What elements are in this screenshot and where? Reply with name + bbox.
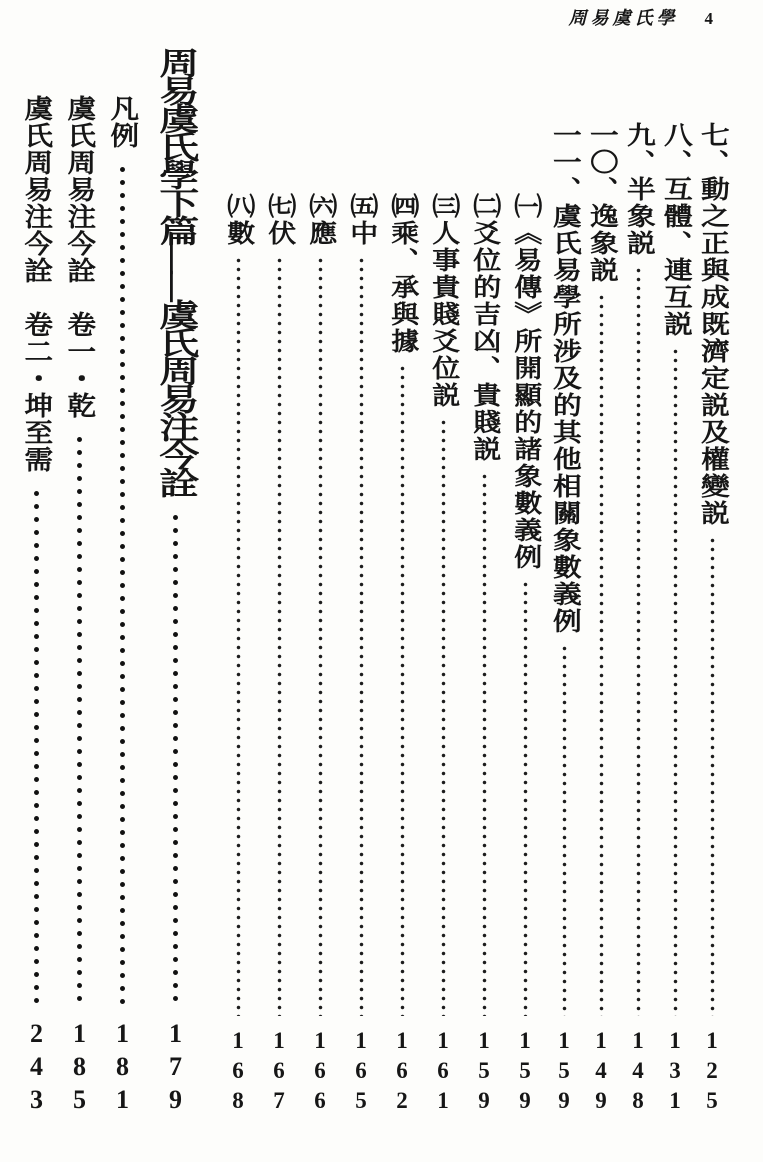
- toc-entry-title: 凡例: [106, 95, 139, 149]
- toc-entry-title: 七、動之正與成既濟定説及權變説: [696, 122, 728, 527]
- toc-entry-page-number: 167: [266, 1028, 292, 1118]
- toc-entry-title: 九、半象説: [622, 122, 654, 257]
- dot-leader: [551, 644, 577, 1016]
- dot-leader: [266, 256, 292, 1016]
- toc-entry-page-number: 159: [512, 1028, 538, 1118]
- toc-entry-page-number: 131: [662, 1028, 688, 1118]
- toc-entry-page-number: 243: [22, 1019, 51, 1118]
- toc-entry-17: [21, 40, 51, 1118]
- toc-entry-title: ㈣乘、承與據: [386, 193, 418, 355]
- dot-leader: [389, 364, 415, 1016]
- toc-entry-title: ㈧數: [222, 193, 254, 247]
- toc-entry-14: [151, 40, 199, 1118]
- toc-entry-page-number: 168: [225, 1028, 251, 1118]
- toc-entry-page-number: 125: [699, 1028, 725, 1118]
- toc-entry-page-number: 162: [389, 1028, 415, 1118]
- toc-entry-title: ㈥應: [304, 193, 336, 247]
- dot-leader: [151, 511, 199, 1007]
- dot-leader: [225, 256, 251, 1016]
- toc-entry-3: [622, 40, 654, 1118]
- dot-leader: [662, 347, 688, 1016]
- toc-entry-page-number: 166: [307, 1028, 333, 1118]
- running-header-book-title: 周易虞氏學: [568, 8, 679, 28]
- toc-entry-page-number: 159: [471, 1028, 497, 1118]
- toc-entry-7: [468, 40, 500, 1118]
- toc-entry-title: ㈤中: [345, 193, 377, 247]
- dot-leader: [699, 536, 725, 1016]
- toc-entry-title: 虞氏周易注今詮 卷二・坤至需: [20, 95, 53, 473]
- toc-entry-13: [222, 40, 254, 1118]
- toc-entry-title: ㈠《易傳》所開顯的諸象數義例: [509, 193, 541, 571]
- toc-entry-1: [696, 40, 728, 1118]
- toc-entry-11: [304, 40, 336, 1118]
- toc-entry-8: [427, 40, 459, 1118]
- toc-entry-6: [509, 40, 541, 1118]
- toc-entry-page-number: 165: [348, 1028, 374, 1118]
- toc-entry-page-number: 148: [625, 1028, 651, 1118]
- toc-entry-title: 一一、虞氏易學所涉及的其他相關象數義例: [548, 122, 580, 635]
- toc-entry-page-number: 161: [430, 1028, 456, 1118]
- toc-entry-title: 周易虞氏學下篇——虞氏周易注今詮: [152, 47, 198, 495]
- toc-entry-5: [548, 40, 580, 1118]
- toc-entry-page-number: 179: [161, 1019, 190, 1118]
- toc-entry-title: ㈡爻位的吉凶、貴賤説: [468, 193, 500, 463]
- dot-leader: [430, 418, 456, 1016]
- running-header: [569, 4, 714, 30]
- dot-leader: [625, 266, 651, 1016]
- toc-entry-page-number: 149: [588, 1028, 614, 1118]
- toc-entry-page-number: 181: [108, 1019, 137, 1118]
- toc-entry-title: ㈦伏: [263, 193, 295, 247]
- toc-entry-2: [659, 40, 691, 1118]
- dot-leader: [512, 580, 538, 1016]
- toc-entry-12: [263, 40, 295, 1118]
- toc-entry-title: 虞氏周易注今詮 卷一・乾: [63, 95, 96, 419]
- dot-leader: [64, 433, 94, 1007]
- dot-leader: [348, 256, 374, 1016]
- toc-entry-16: [64, 40, 94, 1118]
- toc-entry-15: [107, 40, 137, 1118]
- running-header-page-number: 4: [704, 9, 713, 28]
- toc-entry-page-number: 159: [551, 1028, 577, 1118]
- dot-leader: [21, 487, 51, 1007]
- toc-entry-title: 八、互體、連互説: [659, 122, 691, 338]
- dot-leader: [107, 163, 137, 1007]
- toc-entry-title: 一〇、逸象説: [585, 122, 617, 284]
- dot-leader: [471, 472, 497, 1016]
- toc-entry-4: [585, 40, 617, 1118]
- toc-entry-title: ㈢人事貴賤爻位説: [427, 193, 459, 409]
- table-of-contents: [20, 40, 728, 1118]
- toc-entry-page-number: 185: [65, 1019, 94, 1118]
- dot-leader: [307, 256, 333, 1016]
- toc-entry-9: [386, 40, 418, 1118]
- dot-leader: [588, 293, 614, 1016]
- toc-entry-10: [345, 40, 377, 1118]
